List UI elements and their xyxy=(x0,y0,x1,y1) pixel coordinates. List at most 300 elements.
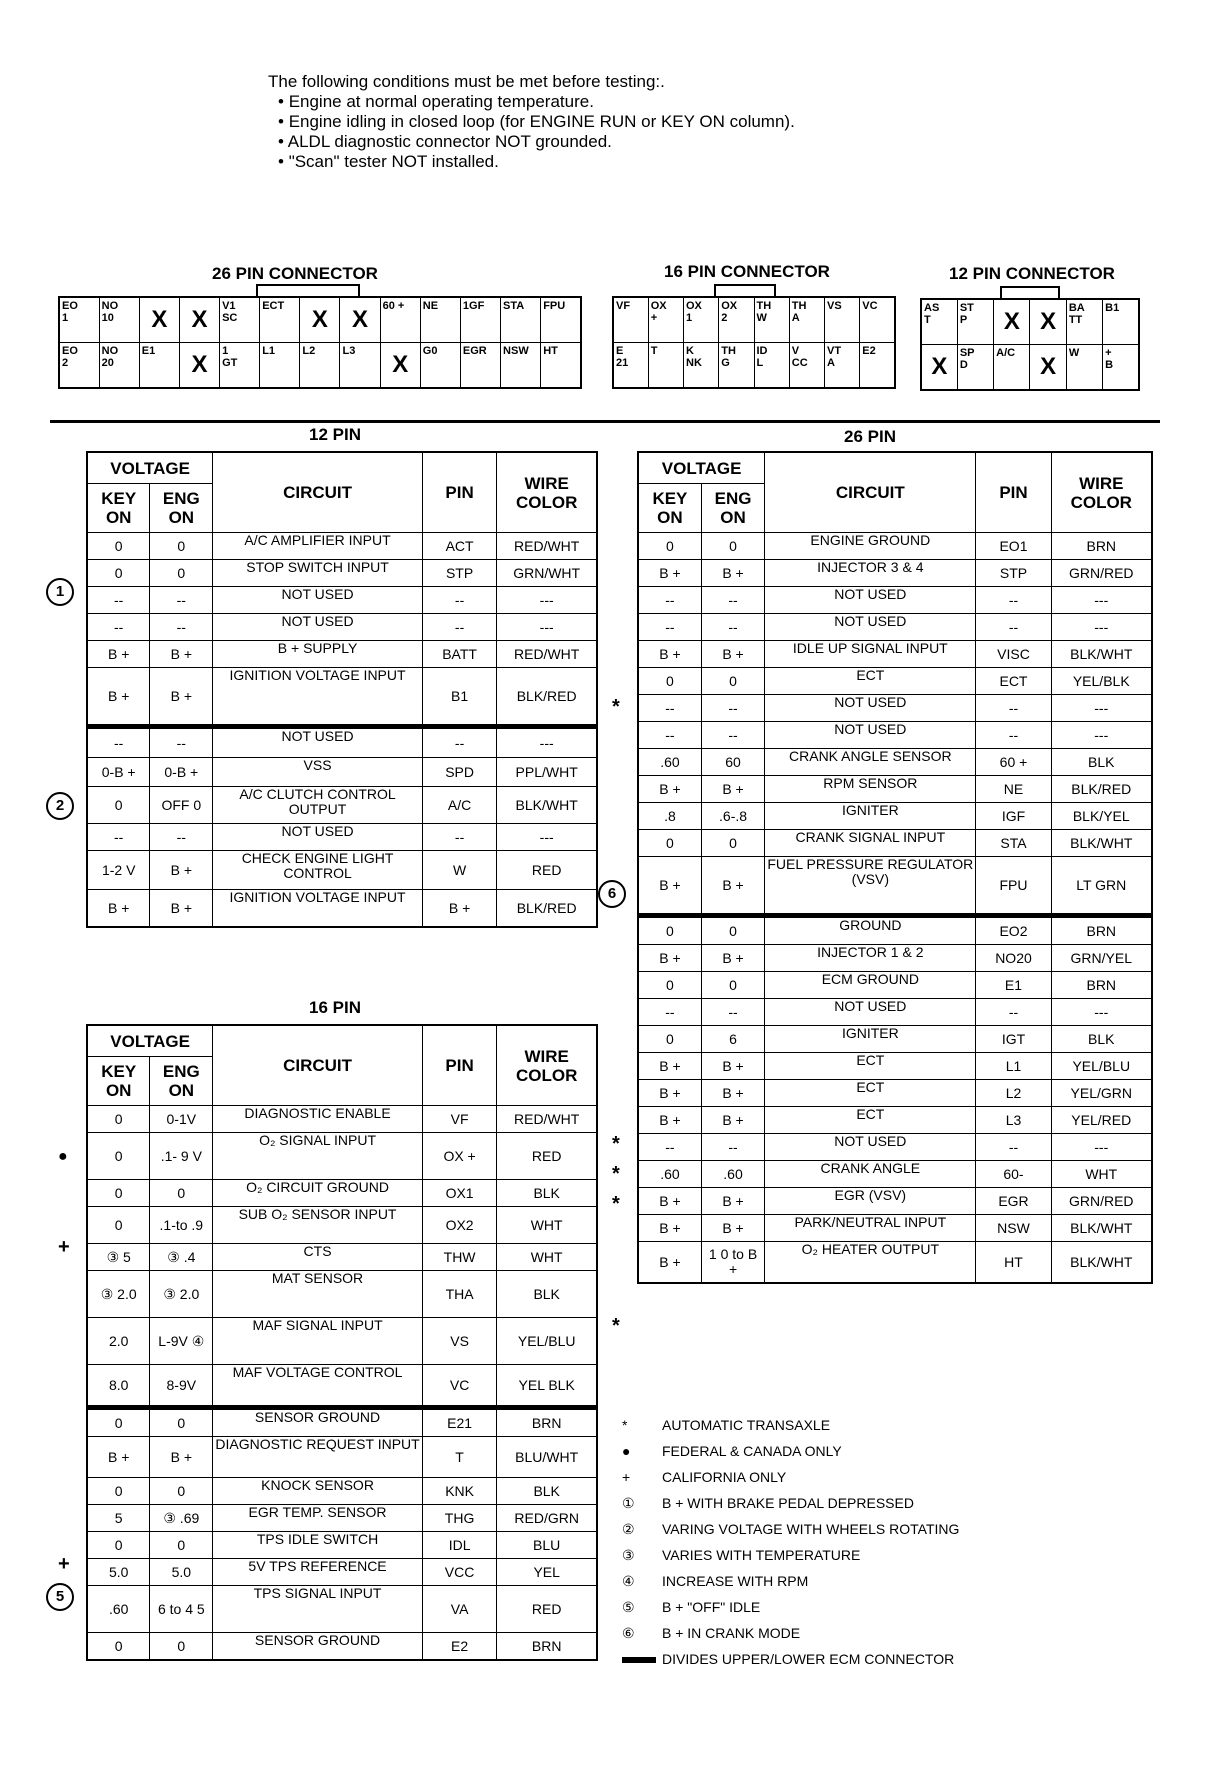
wire-color: YEL/BLU xyxy=(497,1318,597,1365)
pin-id: -- xyxy=(422,587,497,614)
table-row xyxy=(638,722,1152,749)
wire-color: BRN xyxy=(1051,533,1152,560)
connector-pin: ST P xyxy=(957,299,993,345)
table-row xyxy=(638,857,1152,916)
pin-id: W xyxy=(422,851,497,890)
table-row xyxy=(638,945,1152,972)
legend-symbol: ⑤ xyxy=(622,1599,635,1615)
wire-color: LT GRN xyxy=(1051,857,1152,916)
eng-on-value: 6 xyxy=(701,1026,764,1053)
wire-color: BLK/RED xyxy=(497,668,597,727)
pin-id: THG xyxy=(422,1505,497,1532)
table-row xyxy=(638,916,1152,945)
key-on-value: ③ 5 xyxy=(87,1244,150,1271)
key-on-value: 5 xyxy=(87,1505,150,1532)
legend-symbol: * xyxy=(622,1417,628,1433)
table-row xyxy=(87,1244,597,1271)
connector-pin: X xyxy=(994,299,1030,345)
key-on-value: -- xyxy=(638,614,701,641)
wire-color: WHT xyxy=(1051,1161,1152,1188)
legend-symbol: + xyxy=(622,1469,631,1485)
wire-color: YEL BLK xyxy=(497,1365,597,1408)
circuit-name: FUEL PRESSURE REGULATOR (VSV) xyxy=(765,857,976,916)
wire-color: BLK/WHT xyxy=(1051,1215,1152,1242)
eng-on-value: B + xyxy=(150,1437,213,1478)
legend-text: DIVIDES UPPER/LOWER ECM CONNECTOR xyxy=(662,1651,955,1667)
pin-id: E2 xyxy=(422,1633,497,1661)
pin-id: EGR xyxy=(976,1188,1051,1215)
table-row xyxy=(87,787,597,824)
table-row xyxy=(638,641,1152,668)
connector-pin: V1 SC xyxy=(220,297,260,343)
key-on-value: 0 xyxy=(638,972,701,999)
table-16-title: 16 PIN xyxy=(309,998,361,1017)
wire-color: BRN xyxy=(1051,972,1152,999)
circuit-name: INJECTOR 1 & 2 xyxy=(765,945,976,972)
connector-pin: X xyxy=(340,297,380,343)
key-on-value: B + xyxy=(638,1242,701,1284)
circuit-name: ECM GROUND xyxy=(765,972,976,999)
eng-on-value: -- xyxy=(701,722,764,749)
table-row xyxy=(638,1188,1152,1215)
wire-color-header: WIRE COLOR xyxy=(497,1025,597,1106)
circuit-name: NOT USED xyxy=(765,1134,976,1161)
key-on-value: -- xyxy=(638,1134,701,1161)
wire-color: --- xyxy=(497,824,597,851)
wire-color: BRN xyxy=(497,1633,597,1661)
table-26-title: 26 PIN xyxy=(844,427,896,446)
key-on-value: B + xyxy=(638,641,701,668)
circuit-name: NOT USED xyxy=(765,587,976,614)
connector-pin: T xyxy=(648,343,683,389)
table-row xyxy=(638,1161,1152,1188)
wire-color: BLK/WHT xyxy=(1051,641,1152,668)
connector-pin: NO 10 xyxy=(99,297,139,343)
table-row xyxy=(87,668,597,727)
connector-pin: HT xyxy=(541,343,581,389)
eng-on-value: -- xyxy=(701,999,764,1026)
table-row xyxy=(87,1271,597,1318)
eng-on-value: -- xyxy=(150,587,213,614)
table-row xyxy=(638,587,1152,614)
connector-pin: E1 xyxy=(139,343,179,389)
eng-on-value: B + xyxy=(701,945,764,972)
automatic-marker: * xyxy=(612,1163,620,1185)
eng-on-value: 8-9V xyxy=(150,1365,213,1408)
connector-pin: X xyxy=(921,345,957,391)
eng-on-value: 0 xyxy=(150,1633,213,1661)
pin-id: ACT xyxy=(422,533,497,560)
eng-on-value: ③ .69 xyxy=(150,1505,213,1532)
table-row xyxy=(638,533,1152,560)
table-row xyxy=(87,1478,597,1505)
legend-text: FEDERAL & CANADA ONLY xyxy=(662,1443,842,1459)
table-row xyxy=(638,668,1152,695)
legend-text: B + WITH BRAKE PEDAL DEPRESSED xyxy=(662,1495,914,1511)
table-row xyxy=(87,824,597,851)
circuit-name: NOT USED xyxy=(765,614,976,641)
pin-id: T xyxy=(422,1437,497,1478)
voltage-header: VOLTAGE xyxy=(87,1025,213,1057)
circuit-name: IGNITER xyxy=(765,803,976,830)
table-row xyxy=(87,1318,597,1365)
circuit-name: NOT USED xyxy=(213,614,423,641)
connector-pin: VS xyxy=(825,297,860,343)
connector-pin: SP D xyxy=(957,345,993,391)
table-row xyxy=(638,776,1152,803)
connector-pin: G0 xyxy=(420,343,460,389)
key-on-value: -- xyxy=(638,695,701,722)
table-row xyxy=(87,1207,597,1244)
table-12-title: 12 PIN xyxy=(309,425,361,444)
key-on-header: KEY ON xyxy=(87,484,150,533)
pin-header: PIN xyxy=(422,452,497,533)
table-row xyxy=(638,1107,1152,1134)
connector-pin: NSW xyxy=(501,343,541,389)
wire-color: GRN/WHT xyxy=(497,560,597,587)
wire-color-header: WIRE COLOR xyxy=(497,452,597,533)
connector-pin: X xyxy=(1030,299,1066,345)
circuit-name: DIAGNOSTIC ENABLE xyxy=(213,1106,423,1133)
table-row xyxy=(87,641,597,668)
legend-symbol: ③ xyxy=(622,1547,635,1563)
eng-on-value: 0 xyxy=(150,1408,213,1437)
connector-pin: NO 20 xyxy=(99,343,139,389)
wire-color: BLK/RED xyxy=(1051,776,1152,803)
pin-id: NO20 xyxy=(976,945,1051,972)
intro-bullet: • Engine idling in closed loop (for ENGINE RUN or KEY ON column). xyxy=(268,112,795,132)
circuit-name: IGNITER xyxy=(765,1026,976,1053)
pin-header: PIN xyxy=(422,1025,497,1106)
wire-color: BLK/YEL xyxy=(1051,803,1152,830)
pin-id: IGT xyxy=(976,1026,1051,1053)
circuit-name: SUB O₂ SENSOR INPUT xyxy=(213,1207,423,1244)
connector-pin: X xyxy=(300,297,340,343)
connector-26-diagram xyxy=(58,296,582,389)
eng-on-header: ENG ON xyxy=(150,484,213,533)
eng-on-value: 0 xyxy=(701,830,764,857)
connector-pin: 1GF xyxy=(460,297,500,343)
legend-text: INCREASE WITH RPM xyxy=(662,1573,809,1589)
key-on-value: .8 xyxy=(638,803,701,830)
connector-pin: X xyxy=(1030,345,1066,391)
wire-color: BLK/WHT xyxy=(1051,1242,1152,1284)
table-row xyxy=(638,560,1152,587)
circuit-name: EGR TEMP. SENSOR xyxy=(213,1505,423,1532)
wire-color: RED/GRN xyxy=(497,1505,597,1532)
pin-id: 60- xyxy=(976,1161,1051,1188)
key-on-value: B + xyxy=(638,1215,701,1242)
connector-pin: K NK xyxy=(684,343,719,389)
table-row xyxy=(638,999,1152,1026)
intro-heading: The following conditions must be met before testing:. xyxy=(268,72,665,91)
circuit-name: CTS xyxy=(213,1244,423,1271)
legend-symbol: ① xyxy=(622,1495,635,1511)
wire-color: RED xyxy=(497,1133,597,1180)
table-row xyxy=(638,803,1152,830)
key-on-value: B + xyxy=(638,776,701,803)
divider-rule xyxy=(50,420,1160,423)
key-on-value: 0 xyxy=(87,787,150,824)
connector-pin: BA TT xyxy=(1066,299,1102,345)
key-on-value: 0 xyxy=(638,668,701,695)
circuit-name: EGR (VSV) xyxy=(765,1188,976,1215)
intro-bullet: • "Scan" tester NOT installed. xyxy=(268,152,795,172)
circuit-name: ECT xyxy=(765,1053,976,1080)
wire-color: RED xyxy=(497,1586,597,1633)
connector-12-title: 12 PIN CONNECTOR xyxy=(949,264,1115,283)
wire-color: BLU/WHT xyxy=(497,1437,597,1478)
key-on-value: -- xyxy=(87,824,150,851)
wire-color: RED/WHT xyxy=(497,641,597,668)
wire-color: PPL/WHT xyxy=(497,758,597,787)
eng-on-value: 0 xyxy=(150,1532,213,1559)
pin-id: SPD xyxy=(422,758,497,787)
pin-id: STP xyxy=(976,560,1051,587)
connector-pin: X xyxy=(179,297,219,343)
legend-item xyxy=(622,1542,959,1568)
key-on-value: -- xyxy=(638,722,701,749)
legend-text: VARING VOLTAGE WITH WHEELS ROTATING xyxy=(662,1521,960,1537)
eng-on-value: -- xyxy=(150,727,213,758)
key-on-value: -- xyxy=(87,587,150,614)
key-on-value: B + xyxy=(638,1080,701,1107)
connector-pin: V CC xyxy=(789,343,824,389)
wire-color: BLK xyxy=(497,1271,597,1318)
legend-item xyxy=(622,1620,959,1646)
wire-color: RED xyxy=(497,851,597,890)
legend-symbol: ④ xyxy=(622,1573,635,1589)
pin-id: -- xyxy=(422,824,497,851)
pin-id: B1 xyxy=(422,668,497,727)
table-row xyxy=(638,695,1152,722)
eng-on-header: ENG ON xyxy=(701,484,764,533)
pin-id: THA xyxy=(422,1271,497,1318)
table-row xyxy=(87,758,597,787)
key-on-value: 0 xyxy=(87,1106,150,1133)
wire-color: RED/WHT xyxy=(497,1106,597,1133)
wire-color: BRN xyxy=(1051,916,1152,945)
note-marker-1: 1 xyxy=(46,578,74,606)
wire-color: YEL/RED xyxy=(1051,1107,1152,1134)
circuit-name: NOT USED xyxy=(765,722,976,749)
key-on-header: KEY ON xyxy=(638,484,701,533)
connector-pin: L1 xyxy=(260,343,300,389)
key-on-value: -- xyxy=(87,727,150,758)
connector-pin: TH G xyxy=(719,343,754,389)
pin-id: NE xyxy=(976,776,1051,803)
pin-id: STA xyxy=(976,830,1051,857)
circuit-header: CIRCUIT xyxy=(213,1025,423,1106)
eng-on-value: -- xyxy=(150,614,213,641)
circuit-name: SENSOR GROUND xyxy=(213,1633,423,1661)
connector-pin: W xyxy=(1066,345,1102,391)
key-on-value: -- xyxy=(638,587,701,614)
table-16-pin xyxy=(86,1024,598,1661)
wire-color: BLK xyxy=(1051,749,1152,776)
voltage-header: VOLTAGE xyxy=(87,452,213,484)
pin-id: -- xyxy=(422,614,497,641)
pin-id: KNK xyxy=(422,1478,497,1505)
wire-color: --- xyxy=(1051,1134,1152,1161)
eng-on-value: ③ .4 xyxy=(150,1244,213,1271)
table-row xyxy=(638,972,1152,999)
legend-item xyxy=(622,1516,959,1542)
note-marker-6: 6 xyxy=(598,880,626,908)
key-on-value: B + xyxy=(87,1437,150,1478)
pin-id: VC xyxy=(422,1365,497,1408)
eng-on-value: OFF 0 xyxy=(150,787,213,824)
table-row xyxy=(638,1080,1152,1107)
connector-pin: FPU xyxy=(541,297,581,343)
key-on-value: 0 xyxy=(87,533,150,560)
eng-on-value: B + xyxy=(701,1188,764,1215)
eng-on-value: B + xyxy=(701,641,764,668)
wire-color: YEL/GRN xyxy=(1051,1080,1152,1107)
wire-color: BRN xyxy=(497,1408,597,1437)
pin-id: NSW xyxy=(976,1215,1051,1242)
pin-id: OX1 xyxy=(422,1180,497,1207)
legend-symbol: ② xyxy=(622,1521,635,1537)
circuit-name: ECT xyxy=(765,1107,976,1134)
connector-pin: X xyxy=(179,343,219,389)
eng-on-value: 0-B + xyxy=(150,758,213,787)
eng-on-value: 0 xyxy=(150,1180,213,1207)
key-on-header: KEY ON xyxy=(87,1057,150,1106)
key-on-value: B + xyxy=(638,1053,701,1080)
automatic-marker: * xyxy=(612,696,620,718)
divider-bar-icon xyxy=(622,1657,656,1663)
wire-color: --- xyxy=(497,727,597,758)
wire-color: WHT xyxy=(497,1207,597,1244)
connector-pin: TH A xyxy=(789,297,824,343)
key-on-value: 0 xyxy=(87,1207,150,1244)
connector-pin: VT A xyxy=(825,343,860,389)
key-on-value: 0 xyxy=(638,830,701,857)
wire-color: YEL/BLK xyxy=(1051,668,1152,695)
pin-id: -- xyxy=(976,614,1051,641)
eng-on-value: .1-to .9 xyxy=(150,1207,213,1244)
eng-on-value: B + xyxy=(150,851,213,890)
table-row xyxy=(87,614,597,641)
wire-color: --- xyxy=(1051,587,1152,614)
eng-on-value: B + xyxy=(150,641,213,668)
table-row xyxy=(87,1408,597,1437)
pin-id: EO1 xyxy=(976,533,1051,560)
eng-on-value: B + xyxy=(150,890,213,928)
key-on-value: 0 xyxy=(87,1633,150,1661)
legend-symbol xyxy=(622,1646,662,1672)
pin-id: HT xyxy=(976,1242,1051,1284)
key-on-value: 8.0 xyxy=(87,1365,150,1408)
table-row xyxy=(87,1365,597,1408)
circuit-name: CRANK SIGNAL INPUT xyxy=(765,830,976,857)
connector-pin: VF xyxy=(613,297,648,343)
legend-symbol: ⑥ xyxy=(622,1625,635,1641)
intro-bullet: • ALDL diagnostic connector NOT grounded. xyxy=(268,132,795,152)
key-on-value: B + xyxy=(638,560,701,587)
california-marker: + xyxy=(58,1236,70,1258)
legend-text: VARIES WITH TEMPERATURE xyxy=(662,1547,861,1563)
pin-id: FPU xyxy=(976,857,1051,916)
circuit-name: NOT USED xyxy=(213,824,423,851)
connector-pin: L3 xyxy=(340,343,380,389)
eng-on-value: 0-1V xyxy=(150,1106,213,1133)
connector-pin: 60 + xyxy=(380,297,420,343)
table-26-pin xyxy=(637,451,1153,1284)
key-on-value: ③ 2.0 xyxy=(87,1271,150,1318)
eng-on-value: L-9V ④ xyxy=(150,1318,213,1365)
connector-pin: ID L xyxy=(754,343,789,389)
circuit-name: O₂ SIGNAL INPUT xyxy=(213,1133,423,1180)
eng-on-value: 0 xyxy=(701,533,764,560)
key-on-value: B + xyxy=(638,945,701,972)
pin-id: STP xyxy=(422,560,497,587)
eng-on-value: -- xyxy=(150,824,213,851)
pin-id: -- xyxy=(976,587,1051,614)
circuit-name: CRANK ANGLE xyxy=(765,1161,976,1188)
note-marker-2: 2 xyxy=(46,792,74,820)
eng-on-value: 6 to 4 5 xyxy=(150,1586,213,1633)
connector-pin: X xyxy=(139,297,179,343)
circuit-name: O₂ CIRCUIT GROUND xyxy=(213,1180,423,1207)
key-on-value: 0 xyxy=(87,1180,150,1207)
pin-id: B + xyxy=(422,890,497,928)
eng-on-value: B + xyxy=(701,1080,764,1107)
eng-on-value: 0 xyxy=(150,560,213,587)
key-on-value: 0 xyxy=(87,560,150,587)
legend-text: CALIFORNIA ONLY xyxy=(662,1469,787,1485)
circuit-name: KNOCK SENSOR xyxy=(213,1478,423,1505)
pin-id: VISC xyxy=(976,641,1051,668)
pin-id: A/C xyxy=(422,787,497,824)
connector-pin: OX 2 xyxy=(719,297,754,343)
note-marker-5: 5 xyxy=(46,1583,74,1611)
legend-item xyxy=(622,1646,959,1672)
key-on-value: -- xyxy=(638,999,701,1026)
circuit-name: CHECK ENGINE LIGHT CONTROL xyxy=(213,851,423,890)
eng-on-value: 0 xyxy=(150,1478,213,1505)
wire-color: BLK/RED xyxy=(497,890,597,928)
circuit-name: DIAGNOSTIC REQUEST INPUT xyxy=(213,1437,423,1478)
wire-color: RED/WHT xyxy=(497,533,597,560)
key-on-value: -- xyxy=(87,614,150,641)
table-row xyxy=(638,1134,1152,1161)
circuit-name: MAT SENSOR xyxy=(213,1271,423,1318)
pin-id: 60 + xyxy=(976,749,1051,776)
circuit-name: SENSOR GROUND xyxy=(213,1408,423,1437)
wire-color: BLK xyxy=(497,1478,597,1505)
pin-id: VCC xyxy=(422,1559,497,1586)
circuit-name: GROUND xyxy=(765,916,976,945)
legend-item xyxy=(622,1594,959,1620)
table-row xyxy=(87,1532,597,1559)
pin-id: VA xyxy=(422,1586,497,1633)
connector-pin: L2 xyxy=(300,343,340,389)
connector-pin: EO 2 xyxy=(59,343,99,389)
key-on-value: 0 xyxy=(87,1133,150,1180)
table-row xyxy=(87,1106,597,1133)
legend-text: B + "OFF" IDLE xyxy=(662,1599,761,1615)
connector-pin: NE xyxy=(420,297,460,343)
eng-on-value: .1- 9 V xyxy=(150,1133,213,1180)
pin-id: OX + xyxy=(422,1133,497,1180)
eng-on-value: B + xyxy=(701,1107,764,1134)
eng-on-value: B + xyxy=(701,1215,764,1242)
pin-id: L2 xyxy=(976,1080,1051,1107)
connector-pin: 1 GT xyxy=(220,343,260,389)
eng-on-value: 60 xyxy=(701,749,764,776)
